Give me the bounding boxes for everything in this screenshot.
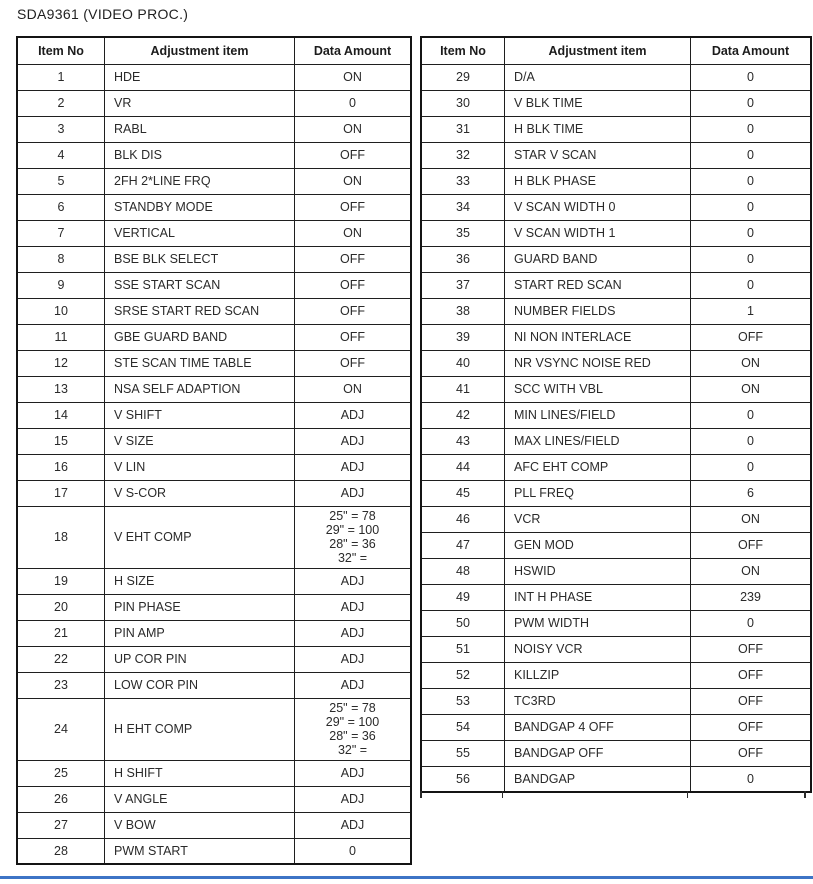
- data-amount-cell: 0: [691, 168, 812, 194]
- item-no-cell: 3: [17, 116, 105, 142]
- adjustment-item-cell: STE SCAN TIME TABLE: [105, 350, 295, 376]
- item-no-cell: 39: [421, 324, 505, 350]
- data-amount-cell: ADJ: [295, 402, 412, 428]
- table-row: [421, 64, 811, 90]
- adjustment-item-cell: MAX LINES/FIELD: [505, 428, 691, 454]
- item-no-cell: 36: [421, 246, 505, 272]
- adjustment-item-cell: HDE: [105, 64, 295, 90]
- data-amount-cell: 0: [691, 246, 812, 272]
- item-no-cell: 24: [17, 698, 105, 760]
- adjustment-item-cell: PWM WIDTH: [505, 610, 691, 636]
- item-no-cell: 12: [17, 350, 105, 376]
- item-no-cell: 52: [421, 662, 505, 688]
- value-line: 29" = 100: [325, 523, 380, 537]
- adjustment-item-cell: V ANGLE: [105, 786, 295, 812]
- item-no-cell: 53: [421, 688, 505, 714]
- data-amount-cell: ADJ: [295, 594, 412, 620]
- table-row: [421, 116, 811, 142]
- item-no-cell: 4: [17, 142, 105, 168]
- data-amount-cell: 0: [691, 402, 812, 428]
- table-row: [17, 220, 411, 246]
- table-row: [17, 594, 411, 620]
- table-row: [17, 64, 411, 90]
- item-no-cell: 44: [421, 454, 505, 480]
- adjustment-item-cell: BLK DIS: [105, 142, 295, 168]
- adjustment-item-cell: PLL FREQ: [505, 480, 691, 506]
- item-no-cell: 23: [17, 672, 105, 698]
- data-amount-cell: ADJ: [295, 672, 412, 698]
- table-row: [421, 324, 811, 350]
- table-row: [17, 760, 411, 786]
- item-no-cell: 45: [421, 480, 505, 506]
- table-row: [421, 246, 811, 272]
- table-row: [421, 480, 811, 506]
- data-amount-cell: OFF: [295, 272, 412, 298]
- page-bottom-rule: [0, 876, 813, 879]
- table-row: [421, 662, 811, 688]
- data-amount-cell: ADJ: [295, 454, 412, 480]
- item-no-cell: 35: [421, 220, 505, 246]
- table-row: [421, 532, 811, 558]
- col-header-data-amount: Data Amount: [295, 37, 412, 64]
- item-no-cell: 28: [17, 838, 105, 864]
- data-amount-cell: ADJ: [295, 620, 412, 646]
- data-amount-cell: 0: [691, 766, 812, 792]
- adjustment-item-cell: NUMBER FIELDS: [505, 298, 691, 324]
- item-no-cell: 27: [17, 812, 105, 838]
- table-bottom-stub: [420, 791, 806, 798]
- table-row: [421, 740, 811, 766]
- adjustment-item-cell: H SHIFT: [105, 760, 295, 786]
- item-no-cell: 11: [17, 324, 105, 350]
- adjustment-item-cell: AFC EHT COMP: [505, 454, 691, 480]
- adjustment-item-cell: V LIN: [105, 454, 295, 480]
- data-amount-cell: ON: [691, 350, 812, 376]
- item-no-cell: 50: [421, 610, 505, 636]
- table-row: [17, 272, 411, 298]
- adjustment-item-cell: H SIZE: [105, 568, 295, 594]
- data-amount-cell: ADJ: [295, 568, 412, 594]
- table-row: [421, 402, 811, 428]
- table-row: [17, 480, 411, 506]
- adjustment-item-cell: KILLZIP: [505, 662, 691, 688]
- item-no-cell: 56: [421, 766, 505, 792]
- data-amount-cell: OFF: [691, 532, 812, 558]
- data-amount-cell: 0: [691, 64, 812, 90]
- data-amount-cell: OFF: [295, 194, 412, 220]
- data-amount-cell: 1: [691, 298, 812, 324]
- table-row: [421, 610, 811, 636]
- data-amount-cell: ON: [691, 376, 812, 402]
- header-row: [17, 37, 411, 64]
- table-row: [421, 584, 811, 610]
- data-amount-cell: ON: [691, 558, 812, 584]
- adjustment-item-cell: D/A: [505, 64, 691, 90]
- adjustment-item-cell: V SCAN WIDTH 1: [505, 220, 691, 246]
- table-row: [17, 298, 411, 324]
- data-amount-cell: 0: [691, 454, 812, 480]
- adjustment-item-cell: STAR V SCAN: [505, 142, 691, 168]
- data-amount-cell: ON: [295, 64, 412, 90]
- adjustment-item-cell: V EHT COMP: [105, 506, 295, 568]
- item-no-cell: 51: [421, 636, 505, 662]
- item-no-cell: 33: [421, 168, 505, 194]
- item-no-cell: 1: [17, 64, 105, 90]
- item-no-cell: 54: [421, 714, 505, 740]
- adjustment-item-cell: V S-COR: [105, 480, 295, 506]
- value-line: 25" = 78: [329, 509, 376, 523]
- adjustment-item-cell: MIN LINES/FIELD: [505, 402, 691, 428]
- adjustment-item-cell: PIN PHASE: [105, 594, 295, 620]
- data-amount-cell: [295, 506, 412, 568]
- adjustment-item-cell: STANDBY MODE: [105, 194, 295, 220]
- data-amount-cell: OFF: [295, 298, 412, 324]
- item-no-cell: 22: [17, 646, 105, 672]
- data-amount-cell: OFF: [295, 324, 412, 350]
- adjustment-item-cell: BANDGAP OFF: [505, 740, 691, 766]
- data-amount-cell: 0: [691, 142, 812, 168]
- data-amount-cell: OFF: [691, 662, 812, 688]
- table-row: [421, 142, 811, 168]
- data-amount-cell: OFF: [295, 246, 412, 272]
- table-row: [17, 506, 411, 568]
- table-row: [17, 698, 411, 760]
- item-no-cell: 17: [17, 480, 105, 506]
- adjustment-item-cell: V SCAN WIDTH 0: [505, 194, 691, 220]
- table-row: [421, 376, 811, 402]
- adjustment-item-cell: SCC WITH VBL: [505, 376, 691, 402]
- table-row: [421, 454, 811, 480]
- page-title: SDA9361 (VIDEO PROC.): [17, 6, 189, 22]
- data-amount-cell: ADJ: [295, 760, 412, 786]
- table-row: [421, 194, 811, 220]
- adjustment-item-cell: H BLK TIME: [505, 116, 691, 142]
- table-row: [17, 568, 411, 594]
- adjustment-item-cell: BANDGAP 4 OFF: [505, 714, 691, 740]
- item-no-cell: 25: [17, 760, 105, 786]
- adjustment-item-cell: START RED SCAN: [505, 272, 691, 298]
- table-row: [17, 786, 411, 812]
- item-no-cell: 31: [421, 116, 505, 142]
- item-no-cell: 13: [17, 376, 105, 402]
- item-no-cell: 16: [17, 454, 105, 480]
- header-row: [421, 37, 811, 64]
- item-no-cell: 48: [421, 558, 505, 584]
- data-amount-cell: OFF: [691, 714, 812, 740]
- adjustment-item-cell: V BOW: [105, 812, 295, 838]
- adjustment-item-cell: LOW COR PIN: [105, 672, 295, 698]
- table-row: [421, 168, 811, 194]
- item-no-cell: 20: [17, 594, 105, 620]
- data-amount-cell: ADJ: [295, 786, 412, 812]
- table-row: [17, 142, 411, 168]
- table-row: [421, 428, 811, 454]
- item-no-cell: 21: [17, 620, 105, 646]
- table-row: [17, 402, 411, 428]
- col-header-item-no: Item No: [17, 37, 105, 64]
- col-header-item-no: Item No: [421, 37, 505, 64]
- data-amount-cell: 6: [691, 480, 812, 506]
- table-row: [17, 838, 411, 864]
- data-amount-cell: 0: [295, 90, 412, 116]
- data-amount-cell: OFF: [691, 740, 812, 766]
- value-line: 32" =: [337, 743, 368, 757]
- data-amount-cell: ON: [691, 506, 812, 532]
- col-header-adjustment-item: Adjustment item: [505, 37, 691, 64]
- item-no-cell: 38: [421, 298, 505, 324]
- table-row: [421, 766, 811, 792]
- value-line: 32" =: [337, 551, 368, 565]
- data-amount-cell: 0: [691, 428, 812, 454]
- table-row: [17, 350, 411, 376]
- adjustment-item-cell: NI NON INTERLACE: [505, 324, 691, 350]
- item-no-cell: 49: [421, 584, 505, 610]
- adjustment-table-right: [420, 36, 812, 793]
- table-row: [421, 298, 811, 324]
- item-no-cell: 37: [421, 272, 505, 298]
- data-amount-cell: ON: [295, 168, 412, 194]
- table-row: [17, 646, 411, 672]
- adjustment-item-cell: BSE BLK SELECT: [105, 246, 295, 272]
- item-no-cell: 34: [421, 194, 505, 220]
- adjustment-item-cell: NR VSYNC NOISE RED: [505, 350, 691, 376]
- table-row: [421, 90, 811, 116]
- item-no-cell: 46: [421, 506, 505, 532]
- table-row: [421, 714, 811, 740]
- adjustment-item-cell: PWM START: [105, 838, 295, 864]
- data-amount-cell: OFF: [295, 142, 412, 168]
- item-no-cell: 5: [17, 168, 105, 194]
- item-no-cell: 2: [17, 90, 105, 116]
- data-amount-cell: ADJ: [295, 812, 412, 838]
- adjustment-item-cell: BANDGAP: [505, 766, 691, 792]
- table-row: [17, 90, 411, 116]
- adjustment-item-cell: TC3RD: [505, 688, 691, 714]
- adjustment-item-cell: RABL: [105, 116, 295, 142]
- table-row: [17, 376, 411, 402]
- table-row: [17, 454, 411, 480]
- adjustment-item-cell: 2FH 2*LINE FRQ: [105, 168, 295, 194]
- adjustment-item-cell: GUARD BAND: [505, 246, 691, 272]
- data-amount-cell: 0: [691, 90, 812, 116]
- value-line: 28" = 36: [329, 537, 376, 551]
- adjustment-item-cell: HSWID: [505, 558, 691, 584]
- data-amount-cell: 0: [295, 838, 412, 864]
- adjustment-item-cell: SSE START SCAN: [105, 272, 295, 298]
- item-no-cell: 40: [421, 350, 505, 376]
- data-amount-cell: OFF: [691, 688, 812, 714]
- adjustment-item-cell: NSA SELF ADAPTION: [105, 376, 295, 402]
- adjustment-item-cell: SRSE START RED SCAN: [105, 298, 295, 324]
- adjustment-item-cell: H EHT COMP: [105, 698, 295, 760]
- item-no-cell: 42: [421, 402, 505, 428]
- data-amount-cell: ON: [295, 116, 412, 142]
- item-no-cell: 29: [421, 64, 505, 90]
- adjustment-item-cell: UP COR PIN: [105, 646, 295, 672]
- data-amount-cell: 0: [691, 272, 812, 298]
- data-amount-cell: ADJ: [295, 646, 412, 672]
- item-no-cell: 19: [17, 568, 105, 594]
- table-row: [421, 636, 811, 662]
- table-row: [17, 324, 411, 350]
- adjustment-item-cell: VR: [105, 90, 295, 116]
- adjustment-item-cell: H BLK PHASE: [505, 168, 691, 194]
- table-row: [17, 116, 411, 142]
- item-no-cell: 41: [421, 376, 505, 402]
- table-row: [421, 220, 811, 246]
- data-amount-cell: 0: [691, 610, 812, 636]
- adjustment-item-cell: V SIZE: [105, 428, 295, 454]
- adjustment-item-cell: V SHIFT: [105, 402, 295, 428]
- item-no-cell: 55: [421, 740, 505, 766]
- data-amount-cell: 0: [691, 220, 812, 246]
- data-amount-cell: OFF: [691, 324, 812, 350]
- table-row: [421, 350, 811, 376]
- data-amount-cell: [295, 698, 412, 760]
- adjustment-item-cell: GEN MOD: [505, 532, 691, 558]
- data-amount-cell: 239: [691, 584, 812, 610]
- table-row: [421, 688, 811, 714]
- table-row: [17, 246, 411, 272]
- table-row: [17, 194, 411, 220]
- item-no-cell: 7: [17, 220, 105, 246]
- data-amount-cell: ON: [295, 376, 412, 402]
- col-header-data-amount: Data Amount: [691, 37, 812, 64]
- table-row: [421, 506, 811, 532]
- table-row: [17, 428, 411, 454]
- data-amount-cell: OFF: [295, 350, 412, 376]
- item-no-cell: 14: [17, 402, 105, 428]
- adjustment-item-cell: VERTICAL: [105, 220, 295, 246]
- item-no-cell: 18: [17, 506, 105, 568]
- data-amount-cell: 0: [691, 116, 812, 142]
- item-no-cell: 8: [17, 246, 105, 272]
- data-amount-cell: ADJ: [295, 480, 412, 506]
- adjustment-item-cell: GBE GUARD BAND: [105, 324, 295, 350]
- adjustment-item-cell: NOISY VCR: [505, 636, 691, 662]
- item-no-cell: 43: [421, 428, 505, 454]
- table-row: [421, 558, 811, 584]
- value-line: 28" = 36: [329, 729, 376, 743]
- adjustment-table-left: [16, 36, 412, 865]
- item-no-cell: 47: [421, 532, 505, 558]
- data-amount-cell: OFF: [691, 636, 812, 662]
- data-amount-cell: ON: [295, 220, 412, 246]
- table-row: [17, 168, 411, 194]
- item-no-cell: 10: [17, 298, 105, 324]
- item-no-cell: 15: [17, 428, 105, 454]
- table-row: [17, 812, 411, 838]
- value-line: 25" = 78: [329, 701, 376, 715]
- item-no-cell: 9: [17, 272, 105, 298]
- col-header-adjustment-item: Adjustment item: [105, 37, 295, 64]
- item-no-cell: 6: [17, 194, 105, 220]
- adjustment-item-cell: VCR: [505, 506, 691, 532]
- table-row: [17, 620, 411, 646]
- table-row: [421, 272, 811, 298]
- data-amount-cell: 0: [691, 194, 812, 220]
- item-no-cell: 32: [421, 142, 505, 168]
- item-no-cell: 30: [421, 90, 505, 116]
- value-line: 29" = 100: [325, 715, 380, 729]
- item-no-cell: 26: [17, 786, 105, 812]
- adjustment-item-cell: INT H PHASE: [505, 584, 691, 610]
- adjustment-item-cell: V BLK TIME: [505, 90, 691, 116]
- adjustment-item-cell: PIN AMP: [105, 620, 295, 646]
- table-row: [17, 672, 411, 698]
- data-amount-cell: ADJ: [295, 428, 412, 454]
